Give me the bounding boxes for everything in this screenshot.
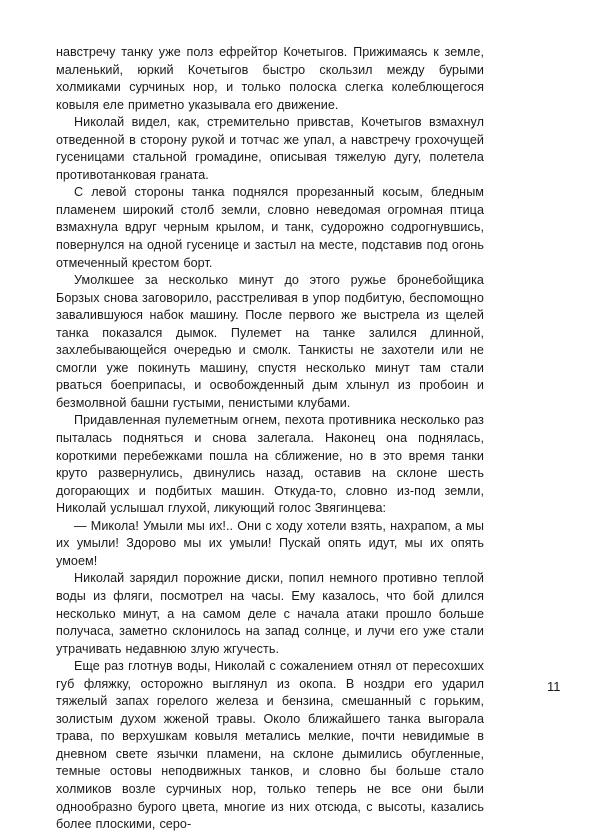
paragraph-1: навстречу танку уже полз ефрейтор Кочетыгов. Прижимаясь к земле, маленький, юркий Кочетыгов быстро скользил между бурыми холмиками сурчиных нор, и только полоска слегка колеблющегося ковыля еле приметно указывала его движение. xyxy=(56,45,484,112)
body-text xyxy=(56,44,484,834)
page-number: 11 xyxy=(547,679,561,694)
paragraph-7: Николай зарядил порожние диски, попил немного противно теплой воды из фляги, посмотрел на часы. Ему казалось, что бой длился несколько минут, а на самом деле с начала атаки прошло больше получаса, заметно склонилось на запад солнце, и лучи его уже стали утрачивать недавнюю злую жгучесть. xyxy=(56,571,484,656)
paragraph-4: Умолкшее за несколько минут до этого ружье бронебойщика Борзых снова заговорило, расстреливая в упор подбитую, беспомощно завалившуюся набок машину. После первого же выстрела из щелей танка показался дымок. Пулемет на танке залился длинной, захлебывающейся очередью и смолк. Танкисты не захотели или не смогли уже покинуть машину, спустя несколько минут там стали рваться боеприпасы, и освобожденный дым хлынул из пробоин и безмолвной башни густыми, пенистыми клубами. xyxy=(56,273,484,410)
paragraph-5: Придавленная пулеметным огнем, пехота противника несколько раз пыталась подняться и снова залегала. Наконец она поднялась, короткими перебежками пошла на сближение, но в это время танки круто развернулись, двинулись назад, оставив на склоне шесть догорающих и подбитых машин. Откуда-то, словно из-под земли, Николай услышал глухой, ликующий голос Звягинцева: xyxy=(56,413,484,516)
paragraph-3: С левой стороны танка поднялся прорезанный косым, бледным пламенем широкий столб земли, словно неведомая огромная птица взмахнула вдруг черным крылом, и танк, судорожно содрогнувшись, повернулся на одной гусенице и застыл на месте, подставив под огонь отмеченный крестом борт. xyxy=(56,185,484,270)
paragraph-6-dialogue: — Микола! Умыли мы их!.. Они с ходу хотели взять, нахрапом, а мы их умыли! Здорово мы их умыли! Пускай опять идут, мы их опять умоем! xyxy=(56,518,484,568)
paragraph-2: Николай видел, как, стремительно привстав, Кочетыгов взмахнул отведенной в сторону рукой и тотчас же упал, а навстречу грохочущей гусеницами стальной громадине, описывая тяжелую дугу, полетела противотанковая граната. xyxy=(56,115,484,182)
paragraph-8: Еще раз глотнув воды, Николай с сожалением отнял от пересохших губ фляжку, осторожно выглянул из окопа. В ноздри его ударил тяжелый запах горелого железа и бензина, смешанный с горьким, золистым духом жженой травы. Около ближайшего танка выгорала трава, по верхушкам ковыля метались мелкие, почти невидимые в дневном свете язычки пламени, на склоне дымились обугленные, темные остовы неподвижных танков, и словно бы больше стало холмиков возле сурчиных нор, только теперь не все они были однообразно бурого цвета, многие из них отсюда, с высоты, казались более плоскими, серо- xyxy=(56,659,484,832)
